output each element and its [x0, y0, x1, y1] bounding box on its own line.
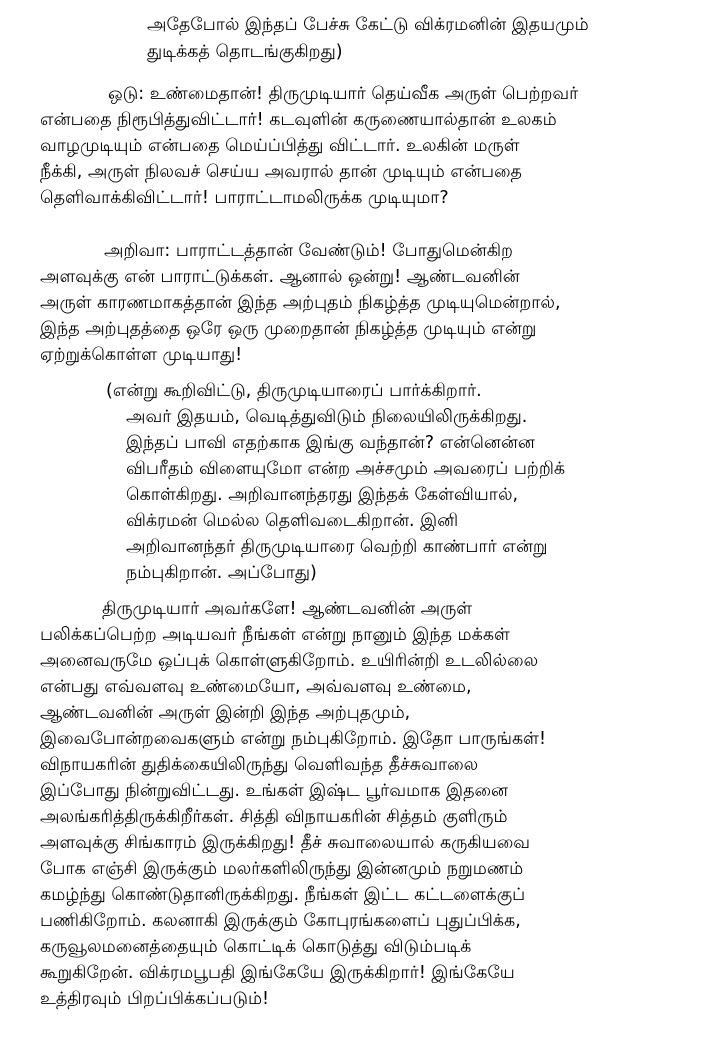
text-line: அருள் காரணமாகத்தான் இந்த அற்புதம் நிகழ்த்த முடியுமென்றால், — [40, 293, 561, 313]
text-line: ஆண்டவனின் அருள் இன்றி இந்த அற்புதமும், — [40, 703, 411, 723]
text-line: போக எஞ்சி இருக்கும் மலர்களிலிருந்து இன்னமும் நறுமணம் — [40, 859, 524, 879]
stage-direction-line: கொள்கிறது. அறிவானந்தரது இந்தக் கேள்வியால், — [126, 485, 519, 505]
text-line: இவைபோன்றவைகளும் என்று நம்புகிறோம். இதோ பாருங்கள்! — [40, 729, 546, 749]
text-line: அளவுக்கு என் பாராட்டுக்கள். ஆனால் ஒன்று! ஆண்டவனின் — [40, 267, 520, 287]
stage-direction-line: விக்ரமன் மெல்ல தெளிவடைகிறான். இனி — [126, 511, 459, 531]
text-line: வாழமுடியும் என்பதை மெய்ப்பித்து விட்டார். உலகின் மருள் — [40, 136, 520, 156]
text-line: ஏற்றுக்கொள்ள முடியாது! — [40, 345, 243, 365]
text-line: விநாயகரின் துதிக்கையிலிருந்து வெளிவந்த தீச்சுவாலை — [40, 755, 479, 775]
text-line: பலிக்கப்பெற்ற அடியவர் நீங்கள் என்று நானும் இந்த மக்கள் — [40, 625, 510, 645]
stage-direction-line: இந்தப் பாவி எதற்காக இங்கு வந்தான்? என்னென்ன — [126, 433, 535, 453]
stage-direction-line: (என்று கூறிவிட்டு, திருமுடியாரைப் பார்க்கிறார். — [106, 381, 482, 401]
text-line: துடிக்கத் தொடங்குகிறது) — [147, 42, 343, 62]
stage-direction-line: நம்புகிறான். அப்போது) — [126, 563, 317, 583]
text-line: இப்போது நின்றுவிட்டது. உங்கள் இஷ்ட பூர்வமாக இதனை — [40, 781, 509, 801]
text-line: கூறுகிறேன். விக்ரமபூபதி இங்கேயே இருக்கிறார்! இங்கேயே — [40, 963, 515, 983]
text-line: என்பது எவ்வளவு உண்மையோ, அவ்வளவு உண்மை, — [40, 677, 472, 697]
text-line: தெளிவாக்கிவிட்டார்! பாராட்டாமலிருக்க முடியுமா? — [40, 188, 449, 208]
text-line: நீக்கி, அருள் நிலவச் செய்ய அவரால் தான் முடியும் என்பதை — [40, 162, 522, 182]
text-line: அனைவருமே ஒப்புக் கொள்ளுகிறோம். உயிரின்றி உடலில்லை — [40, 651, 539, 671]
text-line: அலங்கரித்திருக்கிறீர்கள். சித்தி விநாயகரின் சித்தம் குளிரும் — [40, 807, 508, 827]
text-line: பணிகிறோம். கலனாகி இருக்கும் கோபுரங்களைப் புதுப்பிக்க, — [40, 911, 521, 931]
stage-direction-line: அறிவானந்தர் திருமுடியாரை வெற்றி காண்பார் என்று — [126, 537, 548, 557]
text-line: அறிவா: பாராட்டத்தான் வேண்டும்! போதுமென்கிற — [104, 241, 513, 261]
text-line: திருமுடியார் அவர்களே! ஆண்டவனின் அருள் — [102, 599, 473, 619]
text-line: அதேபோல் இந்தப் பேச்சு கேட்டு விக்ரமனின் இதயமும் — [147, 15, 589, 35]
text-line: உத்திரவும் பிறப்பிக்கப்படும்! — [40, 989, 270, 1009]
text-line: என்பதை நிரூபித்துவிட்டார்! கடவுளின் கருணையால்தான் உலகம் — [40, 110, 557, 130]
stage-direction-line: விபரீதம் விளையுமோ என்ற அச்சமும் அவரைப் பற்றிக் — [126, 459, 566, 479]
text-line: கமழ்ந்து கொண்டுதானிருக்கிறது. நீங்கள் இட்ட கட்டளைக்குப் — [40, 885, 526, 905]
text-line: கருவூலமனைத்தையும் கொட்டிக் கொடுத்து விடும்படிக் — [40, 937, 472, 957]
text-line: அளவுக்கு சிங்காரம் இருக்கிறது! தீச் சுவாலையால் கருகியவை — [40, 833, 531, 853]
text-line: இந்த அற்புதத்தை ஒரே ஒரு முறைதான் நிகழ்த்த முடியும் என்று — [40, 319, 537, 339]
text-line: ஒடு: உண்மைதான்! திருமுடியார் தெய்வீக அருள் பெற்றவர் — [108, 84, 579, 104]
stage-direction-line: அவர் இதயம், வெடித்துவிடும் நிலையிலிருக்கிறது. — [126, 407, 528, 427]
